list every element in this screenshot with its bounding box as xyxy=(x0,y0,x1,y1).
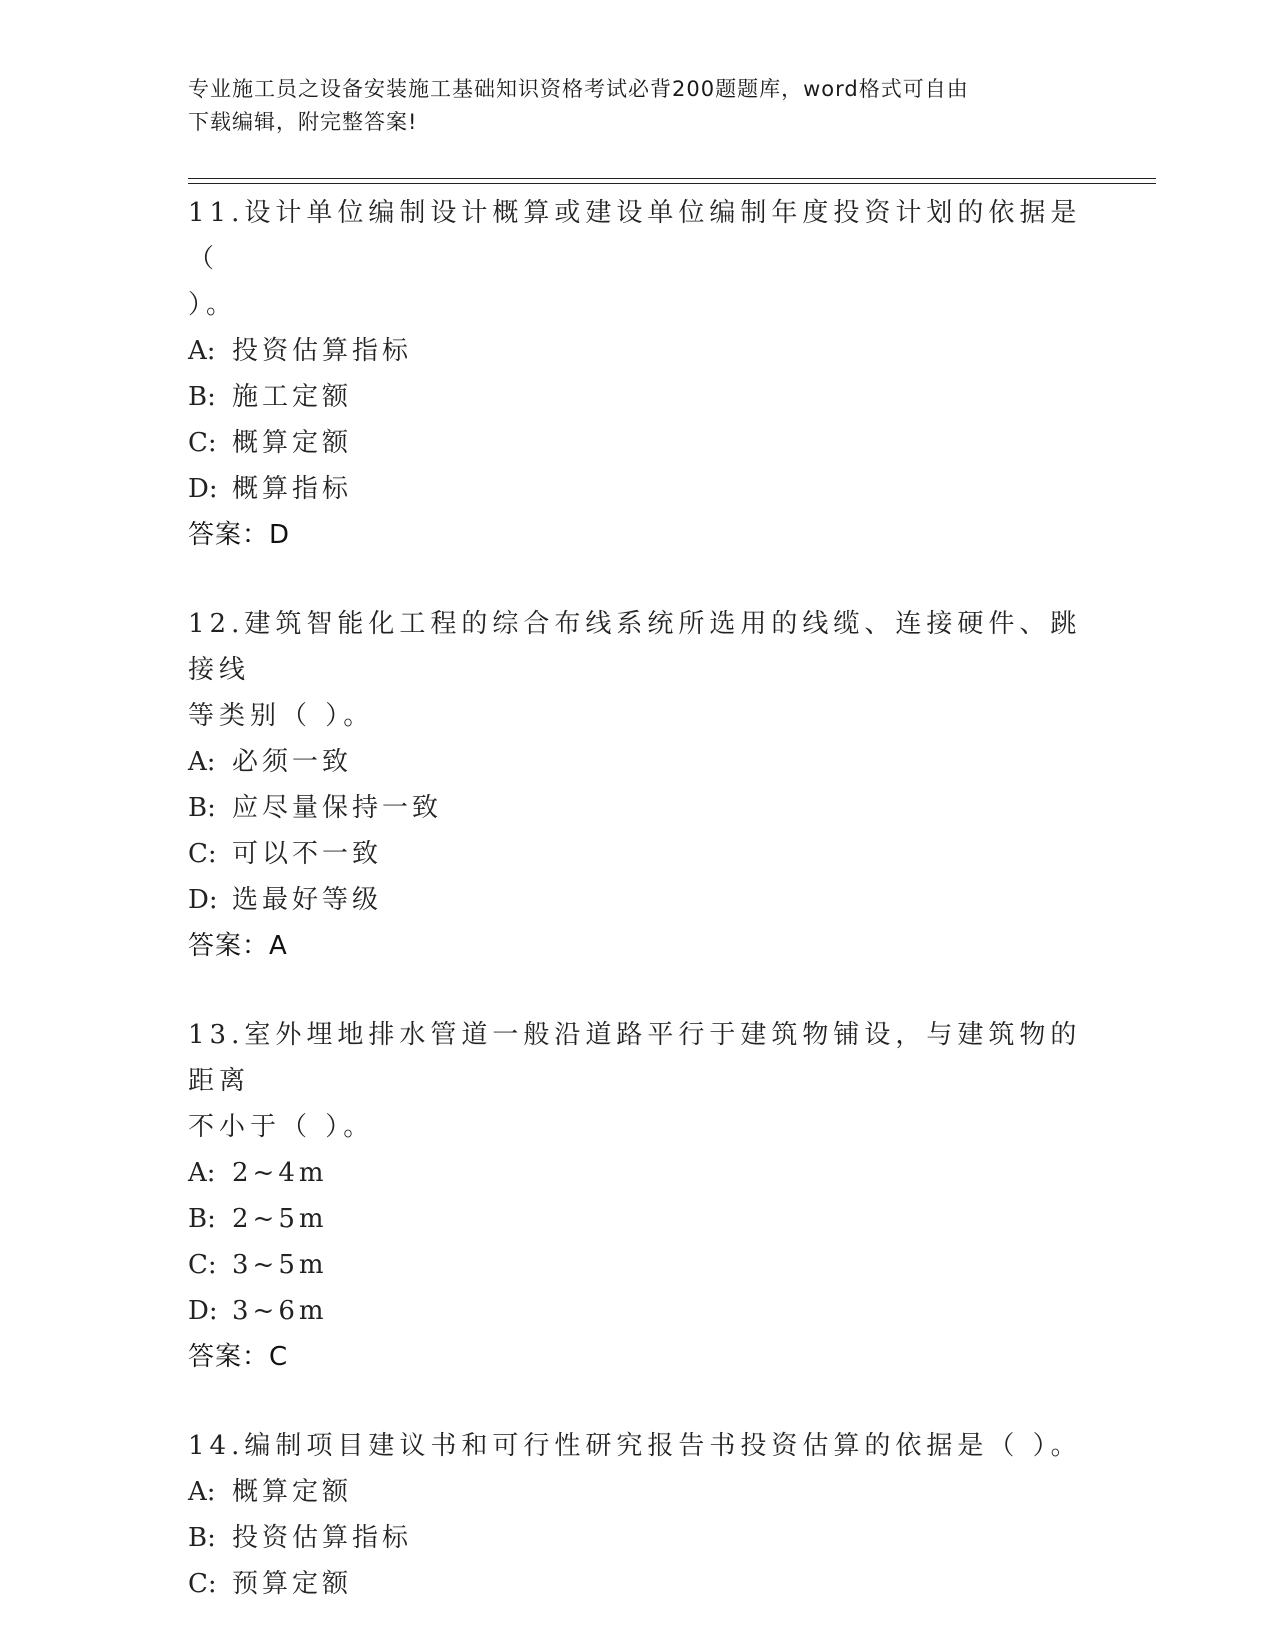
header-line-1: 专业施工员之设备安装施工基础知识资格考试必背200题题库，word格式可自由 xyxy=(188,77,969,101)
option-b xyxy=(188,374,1088,420)
option-c xyxy=(188,420,1088,466)
option-b xyxy=(188,1196,1088,1242)
option-a xyxy=(188,328,1088,374)
option-a xyxy=(188,739,1088,785)
question-list xyxy=(188,190,1088,1650)
question-stem-line: ）。 xyxy=(188,290,238,320)
question-stem xyxy=(188,1423,1088,1469)
question-stem-line: 等类别（ ）。 xyxy=(188,701,375,731)
question-stem xyxy=(188,1012,1088,1150)
question-item xyxy=(188,1012,1088,1380)
option-letter: A: xyxy=(188,336,216,366)
option-text: 概算指标 xyxy=(232,474,353,504)
question-stem-line: 12.建筑智能化工程的综合布线系统所选用的线缆、连接硬件、跳接线 xyxy=(188,609,1082,685)
question-stem-line: 13.室外埋地排水管道一般沿道路平行于建筑物铺设，与建筑物的距离 xyxy=(188,1020,1082,1096)
question-item xyxy=(188,190,1088,558)
question-stem-line: 14.编制项目建议书和可行性研究报告书投资估算的依据是（ ）。 xyxy=(188,1431,1082,1461)
option-d xyxy=(188,1288,1088,1334)
option-letter: C: xyxy=(188,428,217,458)
option-b xyxy=(188,785,1088,831)
option-c xyxy=(188,1561,1088,1607)
question-stem-line: 11.设计单位编制设计概算或建设单位编制年度投资计划的依据是（ xyxy=(188,198,1082,274)
option-text: 预算定额 xyxy=(232,1569,353,1599)
option-text: 可以不一致 xyxy=(232,839,383,869)
option-letter: B: xyxy=(188,1204,216,1234)
option-text: 选最好等级 xyxy=(232,885,383,915)
option-letter: C: xyxy=(188,1569,217,1599)
option-text: 必须一致 xyxy=(232,747,353,777)
option-letter: D: xyxy=(188,1296,218,1326)
option-letter: A: xyxy=(188,1477,216,1507)
option-letter: B: xyxy=(188,382,216,412)
question-stem-line: 不小于（ ）。 xyxy=(188,1112,375,1142)
document-header xyxy=(188,73,1068,139)
question-stem xyxy=(188,601,1088,739)
answer-line: 答案：A xyxy=(188,931,288,961)
option-text: 施工定额 xyxy=(232,382,353,412)
option-letter: A: xyxy=(188,1158,216,1188)
option-letter: B: xyxy=(188,793,216,823)
option-letter: D: xyxy=(188,885,218,915)
option-text: 3~5m xyxy=(232,1250,328,1280)
option-letter: A: xyxy=(188,747,216,777)
option-b xyxy=(188,1515,1088,1561)
option-d xyxy=(188,466,1088,512)
option-text: 投资估算指标 xyxy=(232,336,413,366)
question-stem xyxy=(188,190,1088,328)
option-letter: B: xyxy=(188,1523,216,1553)
option-text: 投资估算指标 xyxy=(232,1523,413,1553)
option-text: 概算定额 xyxy=(232,428,353,458)
header-line-2: 下载编辑，附完整答案! xyxy=(188,110,418,134)
option-letter: D: xyxy=(188,474,218,504)
question-item xyxy=(188,601,1088,969)
option-text: 概算定额 xyxy=(232,1477,353,1507)
answer-line: 答案：D xyxy=(188,520,291,550)
option-text: 2~5m xyxy=(232,1204,328,1234)
option-c xyxy=(188,831,1088,877)
option-letter: C: xyxy=(188,1250,217,1280)
option-text: 2~4m xyxy=(232,1158,328,1188)
option-text: 3~6m xyxy=(232,1296,328,1326)
option-letter: C: xyxy=(188,839,217,869)
header-divider-top xyxy=(188,178,1156,179)
option-a xyxy=(188,1150,1088,1196)
option-d xyxy=(188,877,1088,923)
question-item xyxy=(188,1423,1088,1607)
option-c xyxy=(188,1242,1088,1288)
answer-line: 答案：C xyxy=(188,1342,289,1372)
option-a xyxy=(188,1469,1088,1515)
header-divider-bottom xyxy=(188,183,1156,184)
option-text: 应尽量保持一致 xyxy=(232,793,443,823)
